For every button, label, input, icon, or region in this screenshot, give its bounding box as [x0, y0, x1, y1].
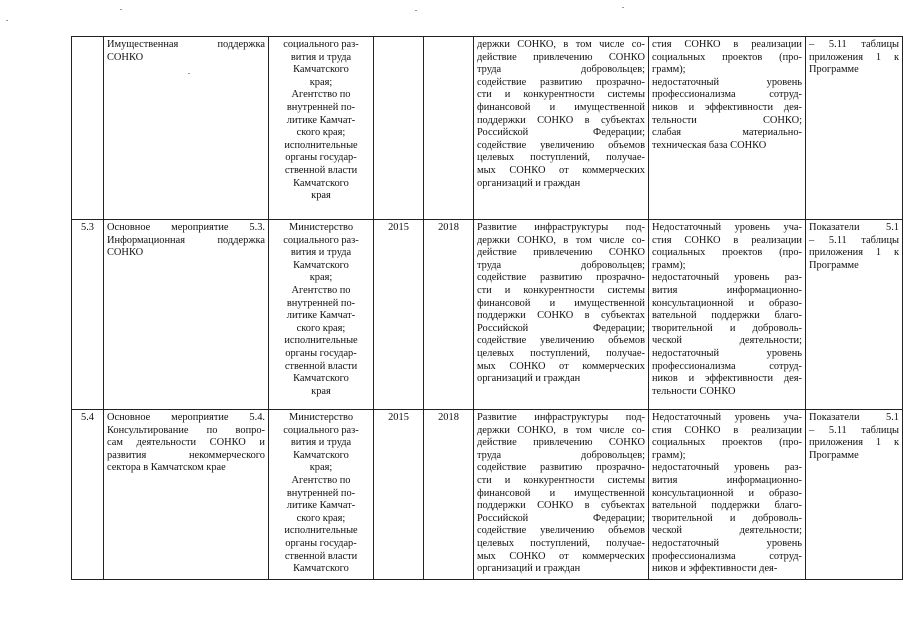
cell-text-line: мых СОНКО от коммерческих [477, 164, 645, 176]
cell-text-line: приложения 1 к [809, 437, 899, 449]
cell-text-line: края [311, 190, 331, 202]
cell-number [72, 37, 104, 220]
cell-text-line: литике Камчат- [286, 500, 356, 512]
cell-text-line: недостаточный уровень раз- [652, 272, 802, 284]
cell-risks [649, 37, 806, 220]
cell-text-line: Показатели 5.1 [809, 412, 899, 423]
cell-responsible [269, 220, 374, 410]
cell-text-line: Российской Федерации; [477, 512, 645, 524]
cell-text-line: Камчатского [293, 373, 349, 385]
cell-text-line: поддержки СОНКО в субъектах [477, 114, 645, 126]
cell-text-line: социальных проектов (про- [652, 51, 802, 63]
cell-text-line: целевых поступлений, получае- [477, 152, 645, 164]
cell-text-line: организаций и граждан [477, 563, 581, 575]
scan-speck [415, 10, 417, 11]
cell-text-line: внутренней по- [286, 297, 356, 309]
cell-text-line: сти и конкурентности системы [477, 474, 645, 486]
cell-text-line: ников и эффективности дея- [652, 373, 802, 385]
cell-year-end: 2018 [424, 410, 474, 580]
cell-year-start [374, 37, 424, 220]
cell-activity-name [104, 410, 269, 580]
cell-text-line: слабая материально- [652, 127, 802, 139]
cell-text-line: исполнительные [284, 139, 358, 151]
cell-text-line: труда добровольцев; [477, 449, 645, 461]
cell-text-line: сти и конкурентности системы [477, 89, 645, 101]
cell-indicators [806, 220, 903, 410]
cell-text-line: держки СОНКО, в том числе со- [477, 39, 645, 50]
cell-text-line: – 5.11 таблицы [809, 234, 899, 246]
cell-text-line: творительной и доброволь- [652, 512, 802, 524]
cell-text-line: органы государ- [285, 152, 357, 164]
cell-text-line: содействие увеличению объемов [477, 139, 645, 151]
cell-expected-result [474, 410, 649, 580]
cell-text-line: приложения 1 к [809, 247, 899, 259]
cell-text-line: ческой деятельности; [652, 525, 802, 537]
cell-text-line: действие привлечению СОНКО [477, 51, 645, 63]
cell-text-line: СОНКО [107, 247, 144, 259]
cell-text-line: недостаточный уровень [652, 76, 802, 88]
table-row [72, 37, 903, 220]
cell-text-line: приложения 1 к [809, 51, 899, 63]
cell-text-line: техническая база СОНКО [652, 139, 767, 151]
scan-speck [622, 7, 624, 8]
cell-text-line: социальных проектов (про- [652, 247, 802, 259]
cell-text-line: держки СОНКО, в том числе со- [477, 424, 645, 436]
cell-text-line: края; [309, 272, 333, 284]
cell-text-line: консультационной и образо- [652, 487, 802, 499]
cell-text-line: тельности СОНКО; [652, 114, 802, 126]
cell-number: 5.3 [72, 220, 104, 410]
cell-text-line: исполнительные [284, 525, 358, 537]
cell-text-line: сектора в Камчатском крае [107, 462, 226, 474]
cell-text-line: Камчатского [293, 64, 349, 76]
cell-risks [649, 220, 806, 410]
cell-text-line: сам деятельности СОНКО и [107, 437, 265, 449]
cell-text-line: Развитие инфраструктуры под- [477, 222, 645, 233]
cell-text-line: организаций и граждан [477, 177, 581, 189]
cell-text-line: держки СОНКО, в том числе со- [477, 234, 645, 246]
cell-text-line: вательной поддержки благо- [652, 310, 802, 322]
cell-text-line: Министерство [288, 222, 354, 233]
cell-year-end [424, 37, 474, 220]
cell-text-line: финансовой и имущественной [477, 101, 645, 113]
table-body [72, 37, 903, 580]
cell-text-line: Основное мероприятие 5.4. [107, 412, 265, 423]
cell-text-line: грамм); [652, 64, 686, 76]
cell-text-line: органы государ- [285, 347, 357, 359]
cell-year-start: 2015 [374, 220, 424, 410]
cell-text-line: Имущественная поддержка [107, 39, 265, 50]
cell-text-line: Недостаточный уровень уча- [652, 222, 802, 233]
cell-text-line: внутренней по- [286, 487, 356, 499]
cell-text-line: содействие увеличению объемов [477, 525, 645, 537]
scan-speck [6, 20, 8, 21]
cell-text-line: вития и труда [290, 437, 352, 449]
cell-responsible [269, 37, 374, 220]
scan-speck [120, 9, 122, 10]
cell-text-line: действие привлечению СОНКО [477, 437, 645, 449]
cell-text-line: труда добровольцев; [477, 259, 645, 271]
cell-text-line: Камчатского [293, 563, 349, 575]
cell-text-line: ческой деятельности; [652, 335, 802, 347]
cell-text-line: Недостаточный уровень уча- [652, 412, 802, 423]
cell-text-line: консультационной и образо- [652, 297, 802, 309]
cell-text-line: Агентство по [291, 474, 351, 486]
cell-text-line: целевых поступлений, получае- [477, 537, 645, 549]
cell-text-line: грамм); [652, 259, 686, 271]
cell-text-line: сти и конкурентности системы [477, 284, 645, 296]
cell-text-line: органы государ- [285, 537, 357, 549]
cell-year-start: 2015 [374, 410, 424, 580]
cell-year-end: 2018 [424, 220, 474, 410]
cell-text-line: ственной власти [284, 360, 358, 372]
cell-text-line: ского края; [296, 322, 346, 334]
cell-text-line: финансовой и имущественной [477, 487, 645, 499]
cell-text-line: Показатели 5.1 [809, 222, 899, 233]
cell-activity-name [104, 220, 269, 410]
cell-text-line: ского края; [296, 512, 346, 524]
cell-text-line: Развитие инфраструктуры под- [477, 412, 645, 423]
cell-text-line: литике Камчат- [286, 310, 356, 322]
cell-text-line: мых СОНКО от коммерческих [477, 550, 645, 562]
cell-text-line: профессионализма сотруд- [652, 360, 802, 372]
cell-text-line: ников и эффективности дея- [652, 563, 778, 575]
cell-text-line: тельности СОНКО [652, 385, 736, 397]
cell-text-line: стия СОНКО в реализации [652, 424, 802, 436]
cell-text-line: стия СОНКО в реализации [652, 39, 802, 50]
cell-text-line: развития некоммерческого [107, 449, 265, 461]
cell-text-line: грамм); [652, 449, 686, 461]
cell-text-line: финансовой и имущественной [477, 297, 645, 309]
cell-expected-result [474, 220, 649, 410]
cell-text-line: мых СОНКО от коммерческих [477, 360, 645, 372]
cell-risks [649, 410, 806, 580]
cell-indicators [806, 37, 903, 220]
cell-text-line: ственной власти [284, 550, 358, 562]
cell-text-line: труда добровольцев; [477, 64, 645, 76]
cell-text-line: социального раз- [283, 234, 359, 246]
cell-text-line: края [311, 385, 331, 397]
cell-text-line: творительной и доброволь- [652, 322, 802, 334]
cell-text-line: содействие развитию прозрачно- [477, 76, 645, 88]
cell-text-line: Программе [809, 64, 859, 76]
cell-text-line: стия СОНКО в реализации [652, 234, 802, 246]
cell-responsible [269, 410, 374, 580]
cell-text-line: целевых поступлений, получае- [477, 347, 645, 359]
cell-text-line: Информационная поддержка [107, 234, 265, 246]
cell-text-line: – 5.11 таблицы [809, 39, 899, 50]
cell-text-line: вития информационно- [652, 474, 802, 486]
cell-text-line: Агентство по [291, 89, 351, 101]
cell-text-line: Камчатского [293, 449, 349, 461]
cell-text-line: недостаточный уровень [652, 537, 802, 549]
table-row [72, 220, 903, 410]
cell-text-line: Программе [809, 449, 859, 461]
cell-text-line: ского края; [296, 127, 346, 139]
cell-text-line: содействие увеличению объемов [477, 335, 645, 347]
cell-text-line: СОНКО [107, 51, 144, 63]
cell-text-line: ников и эффективности дея- [652, 101, 802, 113]
cell-text-line: литике Камчат- [286, 114, 356, 126]
cell-text-line: ственной власти [284, 164, 358, 176]
cell-text-line: Российской Федерации; [477, 322, 645, 334]
cell-text-line: социального раз- [283, 424, 359, 436]
cell-activity-name [104, 37, 269, 220]
cell-text-line: края; [309, 462, 333, 474]
cell-text-line: профессионализма сотруд- [652, 550, 802, 562]
cell-text-line: содействие развитию прозрачно- [477, 272, 645, 284]
cell-text-line: вития и труда [290, 51, 352, 63]
cell-text-line: социального раз- [283, 39, 359, 50]
cell-text-line: недостаточный уровень раз- [652, 462, 802, 474]
cell-text-line: края; [309, 76, 333, 88]
cell-text-line: недостаточный уровень [652, 347, 802, 359]
cell-expected-result [474, 37, 649, 220]
cell-text-line: содействие развитию прозрачно- [477, 462, 645, 474]
cell-text-line: Камчатского [293, 177, 349, 189]
cell-text-line: Консультирование по вопро- [107, 424, 265, 436]
cell-text-line: действие привлечению СОНКО [477, 247, 645, 259]
cell-text-line: исполнительные [284, 335, 358, 347]
cell-text-line: вательной поддержки благо- [652, 500, 802, 512]
cell-text-line: поддержки СОНКО в субъектах [477, 310, 645, 322]
cell-text-line: организаций и граждан [477, 373, 581, 385]
cell-text-line: поддержки СОНКО в субъектах [477, 500, 645, 512]
cell-text-line: – 5.11 таблицы [809, 424, 899, 436]
cell-text-line: профессионализма сотруд- [652, 89, 802, 101]
cell-text-line: вития и труда [290, 247, 352, 259]
cell-text-line: Агентство по [291, 284, 351, 296]
cell-text-line: Российской Федерации; [477, 127, 645, 139]
cell-text-line: Основное мероприятие 5.3. [107, 222, 265, 233]
cell-text-line: социальных проектов (про- [652, 437, 802, 449]
cell-text-line: вития информационно- [652, 284, 802, 296]
cell-text-line: Министерство [288, 412, 354, 423]
program-activities-table [71, 36, 903, 580]
cell-indicators [806, 410, 903, 580]
cell-text-line: Камчатского [293, 259, 349, 271]
cell-number: 5.4 [72, 410, 104, 580]
table-row [72, 410, 903, 580]
cell-text-line: внутренней по- [286, 101, 356, 113]
cell-text-line: Программе [809, 259, 859, 271]
